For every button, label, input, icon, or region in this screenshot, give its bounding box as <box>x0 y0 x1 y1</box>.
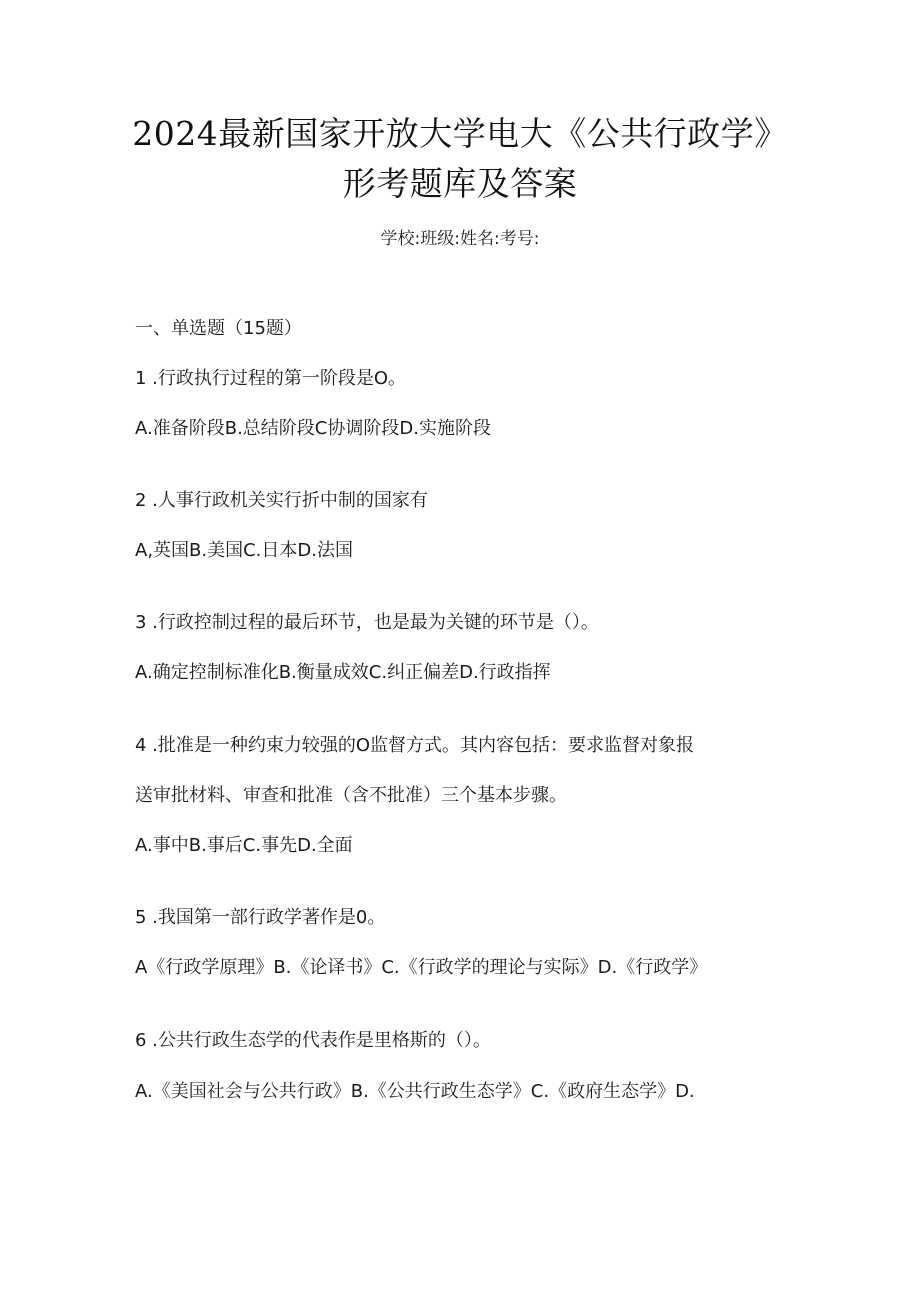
question-4-stem: 4 .批准是一种约束力较强的O监督方式。其内容包括：要求监督对象报 <box>135 735 695 756</box>
question-5-options: A《行政学原理》B.《论译书》C.《行政学的理论与实际》D.《行政学》 <box>135 957 708 978</box>
question-6-stem: 6 .公共行政生态学的代表作是里格斯的（）。 <box>135 1030 491 1051</box>
question-1-options: A.准备阶段B.总结阶段C协调阶段D.实施阶段 <box>135 418 491 439</box>
document-title-line-1: 2024最新国家开放大学电大《公共行政学》 <box>132 114 788 153</box>
question-2-options: A,英国B.美国C.日本D.法国 <box>135 540 353 561</box>
student-info-line: 学校:班级:姓名:考号: <box>380 229 540 249</box>
question-2-stem: 2 .人事行政机关实行折中制的国家有 <box>135 490 428 511</box>
section-heading: 一、单选题（15题） <box>135 318 302 339</box>
question-4-stem-continued: 送审批材料、审查和批准（含不批准）三个基本步骤。 <box>135 785 567 806</box>
question-1-stem: 1 .行政执行过程的第一阶段是O。 <box>135 368 407 389</box>
question-6-options: A.《美国社会与公共行政》B.《公共行政生态学》C.《政府生态学》D. <box>135 1081 695 1102</box>
question-3-stem: 3 .行政控制过程的最后环节，也是最为关键的环节是（）。 <box>135 612 599 633</box>
document-title-line-2: 形考题库及答案 <box>342 164 578 203</box>
question-5-stem: 5 .我国第一部行政学著作是0。 <box>135 907 386 928</box>
question-4-options: A.事中B.事后C.事先D.全面 <box>135 835 353 856</box>
question-3-options: A.确定控制标准化B.衡量成效C.纠正偏差D.行政指挥 <box>135 662 551 683</box>
